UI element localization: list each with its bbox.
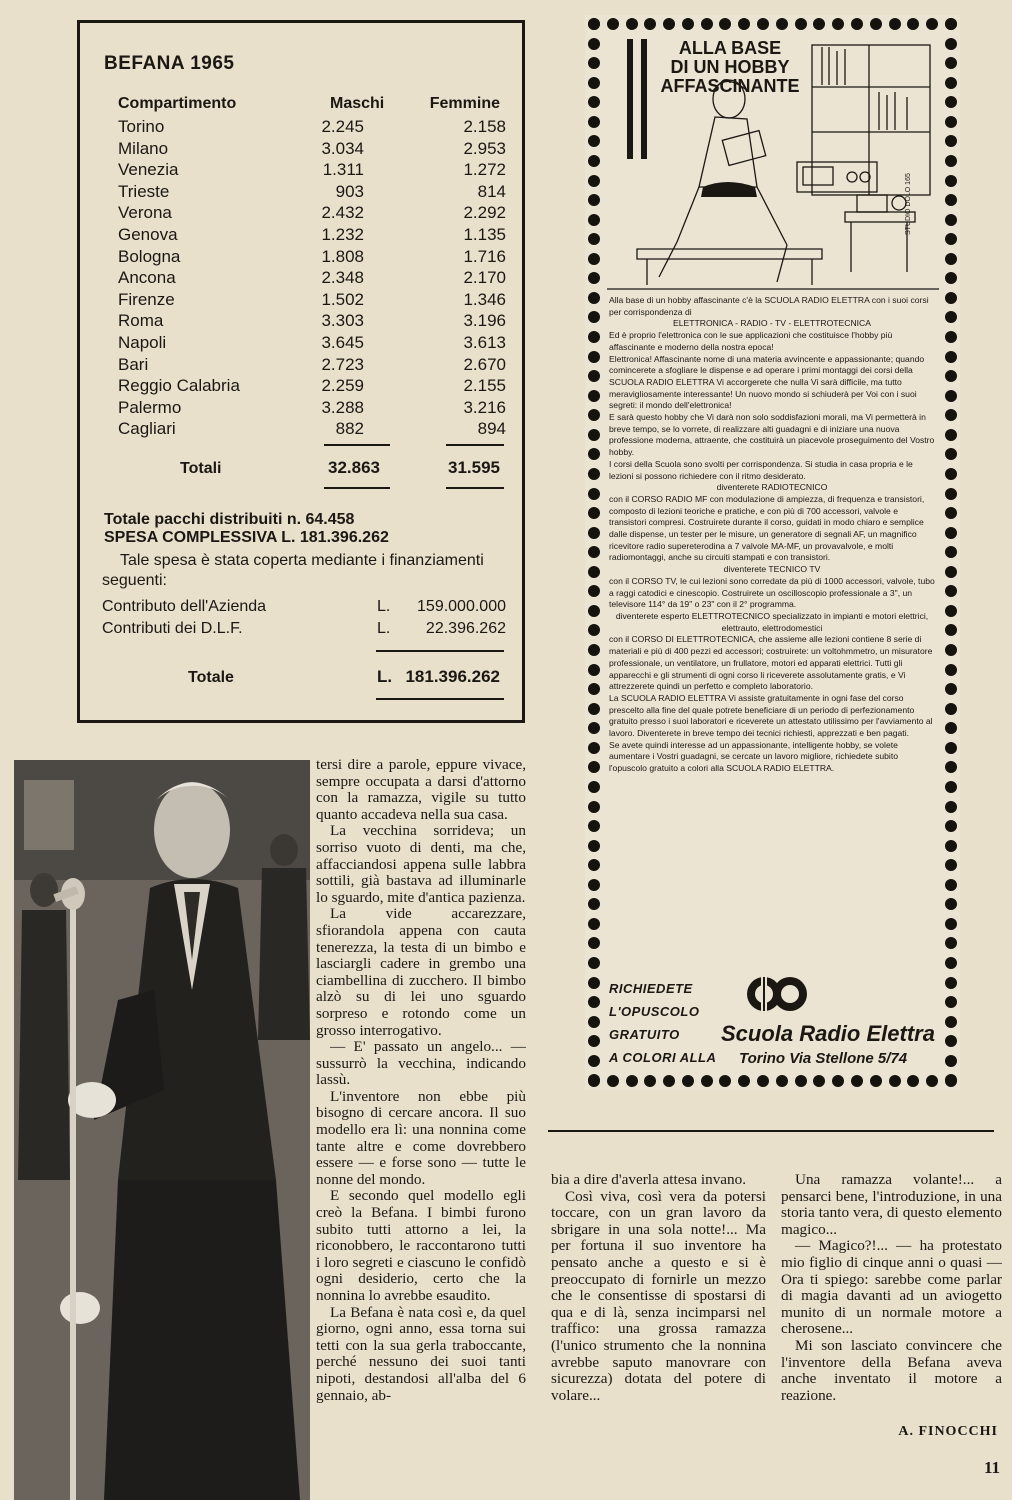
border-dot <box>588 996 600 1008</box>
cta-line: A COLORI ALLA <box>609 1050 717 1065</box>
header-males: Maschi <box>330 95 385 112</box>
border-dot <box>588 722 600 734</box>
cta-line: L'OPUSCOLO <box>609 1004 700 1019</box>
article-paragraph: tersi dire a parole, eppure vivace, sempre occupata a darsi d'attorno con la ramazza, vigile su tutto quanto accadeva nella sua casa. <box>316 756 526 823</box>
border-dot <box>945 468 957 480</box>
table-row <box>118 268 506 290</box>
border-dot <box>945 390 957 402</box>
border-dot <box>945 96 957 108</box>
compartment-name: Bari <box>118 354 149 374</box>
border-dot <box>588 351 600 363</box>
males-count: 3.303 <box>321 311 364 331</box>
ad-paragraph: Alla base di un hobby affascinante c'è la SCUOLA RADIO ELETTRA con i suoi corsi per corrispondenza di <box>609 295 929 317</box>
table-row <box>118 376 506 398</box>
border-dot <box>907 1075 919 1087</box>
article-paragraph: La vide accarezzare, sfiorandola appena con cauta tenerezza, la testa di un bimbo e lasciargli cadere in grembo una ciambellina di zucchero. Il bimbo alzò su di lei uno sguardo sorpreso e rotondo come un grosso interrogativo. <box>316 905 526 1039</box>
border-dot <box>870 1075 882 1087</box>
border-dot <box>588 468 600 480</box>
ad-paragraph: Ed è proprio l'elettronica con le sue applicazioni che costituisce l'hobby più affascinante e moderno della nostra epoca! <box>609 330 893 352</box>
border-dot <box>945 331 957 343</box>
total-spending: SPESA COMPLESSIVA L. 181.396.262 <box>104 529 389 546</box>
border-dot <box>626 1075 638 1087</box>
funding-label: Contributi dei D.L.F. <box>102 620 243 637</box>
article-paragraph: — E' passato un angelo... — sussurrò la vecchina, indicando lassù. <box>316 1038 526 1089</box>
compartment-name: Reggio Calabria <box>118 376 240 396</box>
border-dot <box>588 272 600 284</box>
border-dot <box>588 409 600 421</box>
table-row <box>118 398 506 420</box>
border-dot <box>945 155 957 167</box>
border-dot <box>663 18 675 30</box>
border-dot <box>926 18 938 30</box>
border-dot <box>795 18 807 30</box>
border-dot <box>945 546 957 558</box>
border-dot <box>588 429 600 441</box>
border-dot <box>945 879 957 891</box>
females-count: 3.216 <box>463 397 506 417</box>
border-dot <box>945 135 957 147</box>
males-count: 1.502 <box>321 289 364 309</box>
border-dot <box>945 566 957 578</box>
article-column-1 <box>316 757 526 1404</box>
border-dot <box>588 331 600 343</box>
border-dot <box>588 624 600 636</box>
headline-line: DI UN HOBBY <box>670 57 790 77</box>
studio-credit: STUDIO DOLO 165 <box>905 173 912 235</box>
ad-paragraph: I corsi della Scuola sono svolti per corrispondenza. Si studia in casa propria e le lezioni si possono richiedere con il ritmo desiderato. <box>609 458 913 481</box>
males-count: 3.645 <box>321 333 364 352</box>
border-dot <box>588 18 600 30</box>
border-dot <box>719 1075 731 1087</box>
border-dot <box>889 18 901 30</box>
article-paragraph: Una ramazza volante!... a pensarci bene, l'introduzione, in una storia tanto vera, di questo elemento magico... <box>781 1171 1002 1238</box>
border-dot <box>776 18 788 30</box>
border-dot <box>588 38 600 50</box>
border-dot <box>945 116 957 128</box>
border-dot <box>945 272 957 284</box>
border-dot <box>945 1055 957 1067</box>
border-dot <box>813 1075 825 1087</box>
border-dot <box>945 624 957 636</box>
border-dot <box>945 1016 957 1028</box>
compartment-name: Roma <box>118 311 164 331</box>
compartment-name: Bologna <box>118 246 181 266</box>
border-dot <box>945 1074 957 1086</box>
border-dot <box>945 937 957 949</box>
males-sum-rule <box>324 444 390 446</box>
border-dot <box>945 683 957 695</box>
border-dot <box>945 722 957 734</box>
males-count: 882 <box>335 419 364 439</box>
border-dot <box>588 644 600 656</box>
ad-paragraph: Se avete quindi interesse ad un appassionante, intelligente hobby, se volete aumentare i Vostri guadagni, se cercate un lavoro migliore, richiedete subito l'opuscolo gratuito a colori alla SCUOLA RADIO ELETTRA. <box>609 739 899 774</box>
border-dot <box>945 77 957 89</box>
border-dot <box>945 761 957 773</box>
border-dot <box>945 18 957 30</box>
ad-body-text <box>609 295 935 775</box>
article-column-3 <box>781 1172 1002 1404</box>
article-paragraph: Così viva, così vera da potersi toccare, con un gran lavoro da sbrigare in una sola notte!... Ma per fortuna il suo inventore ha pensato anche a questo e si è preoccupato di fornirle un mezzo che le consentisse di spostarsi di qua e di là, senza incimparsi nel traffico: una grossa ramazza (l'unico strumento che la nonnina avrebbe saputo manovrare con sicurezza) dotata del potere di volare... <box>551 1187 766 1404</box>
border-dot <box>701 1075 713 1087</box>
border-dot <box>588 918 600 930</box>
males-count: 2.348 <box>321 268 364 288</box>
article-paragraph: La Befana è nata così e, da quel giorno, ogni anno, essa torna sui tetti con la sua gerla traboccante, perché nessuno dei suoi tanti nipoti, destandosi all'alba del 6 gennaio, ab- <box>316 1303 526 1404</box>
females-sum-rule <box>446 444 504 446</box>
table-row <box>118 247 506 269</box>
final-total-amount: 181.396.262 <box>405 667 500 686</box>
border-dot <box>945 801 957 813</box>
border-dot <box>588 96 600 108</box>
table-row <box>118 419 506 441</box>
border-dot <box>945 644 957 656</box>
females-count: 1.716 <box>463 246 506 266</box>
males-total-rule <box>324 487 390 489</box>
border-dot <box>945 194 957 206</box>
table-row <box>118 311 506 333</box>
border-dot <box>588 57 600 69</box>
school-address: Torino Via Stellone 5/74 <box>739 1050 908 1067</box>
border-dot <box>588 781 600 793</box>
border-dot <box>945 429 957 441</box>
females-total-rule <box>446 487 504 489</box>
border-dot <box>588 820 600 832</box>
border-dot <box>945 507 957 519</box>
border-dot <box>588 898 600 910</box>
header-compartment: Compartimento <box>118 95 237 112</box>
females-count: 2.292 <box>463 203 506 223</box>
ad-paragraph: con il CORSO RADIO MF con modulazione di ampiezza, di frequenza e transistori, composto di lezioni teoriche e pratiche, e con più di 700 accessori, valvole e transistori compresi. Costruirete durante il corso, guidati in modo chiaro e semplice dalle dispense, un tester per le misure, un generatore di segnali AF, un magnifico ricevitore radio supereterodina a 7 valvole MA-MF, un provavalvole, e molti radiomontaggi, anche su circuiti stampati e con transistori. <box>609 493 925 563</box>
ad-subheading: diventerete TECNICO TV <box>723 564 821 575</box>
border-dot <box>588 742 600 754</box>
border-dot <box>945 448 957 460</box>
border-dot <box>588 859 600 871</box>
border-dot <box>682 1075 694 1087</box>
dot-border-left <box>585 15 603 1090</box>
funding-currency: L. <box>377 598 391 615</box>
males-count: 3.034 <box>321 138 364 158</box>
ad-paragraph: Elettronica! Affascinante nome di una materia avvincente e appassionante; quando comincerete a sfogliare le dispense e ad operare i primi montaggi dei corsi della SCUOLA RADIO ELETTRA Vi accorgerete che nulla Vi sarà difficile, ma tutto meravigliosamente interessante! Un nuovo mondo si schiuderà per Voi con i suoi segreti: il mondo dell'elettronica! <box>609 353 925 411</box>
border-dot <box>813 18 825 30</box>
border-dot <box>626 18 638 30</box>
border-dot <box>588 840 600 852</box>
border-dot <box>945 859 957 871</box>
border-dot <box>588 585 600 597</box>
females-count: 2.953 <box>463 138 506 158</box>
females-count: 3.196 <box>463 311 506 331</box>
males-count: 2.723 <box>321 354 364 374</box>
headline-line: AFFASCINANTE <box>660 76 800 96</box>
border-dot <box>945 996 957 1008</box>
article-paragraph: bia a dire d'averla attesa invano. <box>551 1171 747 1188</box>
ad-call-to-action <box>609 977 716 1069</box>
table-title: BEFANA 1965 <box>104 53 235 74</box>
border-dot <box>945 957 957 969</box>
border-dot <box>588 233 600 245</box>
border-dot <box>588 527 600 539</box>
border-dot <box>945 253 957 265</box>
funding-intro: Tale spesa è stata coperta mediante i finanziamenti seguenti: <box>102 552 484 589</box>
border-dot <box>588 194 600 206</box>
border-dot <box>607 1075 619 1087</box>
ad-subheading: diventerete RADIOTECNICO <box>716 482 828 493</box>
border-dot <box>663 1075 675 1087</box>
final-total-label: Totale <box>188 669 234 686</box>
table-row <box>118 160 506 182</box>
border-dot <box>588 292 600 304</box>
school-logo-icon <box>747 973 807 1015</box>
border-dot <box>588 135 600 147</box>
speaker-photo <box>14 760 310 1500</box>
border-dot <box>945 214 957 226</box>
border-dot <box>644 18 656 30</box>
border-dot <box>588 566 600 578</box>
article-paragraph: La vecchina sorrideva; un sorriso vuoto di denti, ma che, affacciandosi appena sulle labbra sottili, già bastava ad illuminarle lo sguardo, mite d'antica pazienza. <box>316 822 526 906</box>
border-dot <box>588 546 600 558</box>
compartment-name: Venezia <box>118 160 179 180</box>
border-dot <box>588 977 600 989</box>
border-dot <box>926 1075 938 1087</box>
ad-headline <box>645 39 815 96</box>
border-dot <box>588 116 600 128</box>
border-dot <box>889 1075 901 1087</box>
border-dot <box>588 253 600 265</box>
border-dot <box>588 448 600 460</box>
border-dot <box>945 370 957 382</box>
border-dot <box>644 1075 656 1087</box>
border-dot <box>607 18 619 30</box>
border-dot <box>945 38 957 50</box>
border-dot <box>832 18 844 30</box>
scuola-radio-elettra-ad <box>585 15 960 1090</box>
packages-distributed: Totale pacchi distribuiti n. 64.458 <box>104 511 355 528</box>
border-dot <box>588 175 600 187</box>
males-count: 1.808 <box>321 246 364 266</box>
females-count: 814 <box>477 181 506 201</box>
funding-label: Contributo dell'Azienda <box>102 598 267 615</box>
totals-males: 32.863 <box>328 458 380 477</box>
cta-line: GRATUITO <box>609 1027 680 1042</box>
border-dot <box>757 1075 769 1087</box>
border-dot <box>588 214 600 226</box>
ad-paragraph: con il CORSO DI ELETTROTECNICA, che assieme alle lezioni contiene 8 serie di materiali e più di 400 pezzi ed accessori; costruirete: un voltohmmetro, un misuratore professionale, un ventilatore, un frullatore, motori ed apparati elettrici. Tutti gli apparecchi e gli strumenti di ogni corso li riceverete assolutamente gratis, e Vi attrezzerete quindi un perfetto e completo laboratorio. <box>609 634 933 692</box>
border-dot <box>757 18 769 30</box>
border-dot <box>945 292 957 304</box>
males-count: 3.288 <box>321 397 364 417</box>
border-dot <box>945 781 957 793</box>
border-dot <box>945 898 957 910</box>
females-count: 1.346 <box>463 289 506 309</box>
border-dot <box>945 918 957 930</box>
ad-subheading: diventerete esperto ELETTROTECNICO specializzato in impianti e motori elettrici, elettrauto, elettrodomestici <box>615 610 929 633</box>
border-dot <box>588 390 600 402</box>
border-dot <box>588 703 600 715</box>
border-dot <box>851 18 863 30</box>
border-dot <box>945 820 957 832</box>
border-dot <box>795 1075 807 1087</box>
totals-females: 31.595 <box>448 458 500 477</box>
befana-statistics-table <box>77 20 525 723</box>
border-dot <box>588 507 600 519</box>
males-count: 903 <box>335 181 364 201</box>
females-count: 3.613 <box>463 333 506 352</box>
compartment-name: Palermo <box>118 397 182 417</box>
males-count: 2.259 <box>321 376 364 396</box>
dot-border-top <box>585 15 960 33</box>
article-paragraph: E secondo quel modello egli creò la Befana. I bimbi furono subito tutti attorno a lei, la riconobbero, le raccontarono tutti i loro segreti e ciascuno le confidò ogni desiderio, certo che la nonnina lo avrebbe esaudito. <box>316 1187 526 1304</box>
compartment-name: Trieste <box>118 181 170 201</box>
border-dot <box>945 585 957 597</box>
border-dot <box>738 18 750 30</box>
funding-currency: L. <box>377 620 391 637</box>
border-dot <box>945 233 957 245</box>
border-dot <box>588 1055 600 1067</box>
males-count: 1.232 <box>321 225 364 244</box>
border-dot <box>588 664 600 676</box>
dot-border-right <box>942 15 960 1090</box>
border-dot <box>588 370 600 382</box>
border-dot <box>907 18 919 30</box>
females-count: 1.135 <box>463 225 506 244</box>
border-dot <box>588 957 600 969</box>
border-dot <box>588 801 600 813</box>
border-dot <box>588 605 600 617</box>
border-dot <box>682 18 694 30</box>
border-dot <box>588 77 600 89</box>
compartment-name: Cagliari <box>118 419 176 439</box>
funding-amount: 22.396.262 <box>425 620 506 637</box>
table-row <box>118 117 506 139</box>
funding-sum-rule <box>376 650 504 652</box>
compartment-name: Milano <box>118 138 169 158</box>
final-total-rule <box>376 698 504 700</box>
border-dot <box>588 1074 600 1086</box>
header-females: Femmine <box>429 95 500 112</box>
border-dot <box>588 683 600 695</box>
table-row <box>118 225 506 247</box>
border-dot <box>945 57 957 69</box>
border-dot <box>945 605 957 617</box>
ad-paragraph: La SCUOLA RADIO ELETTRA Vi assiste gratuitamente in ogni fase del corso prescelto alla fine del quale potrete beneficiare di un periodo di perfezionamento gratuito presso i suoi laboratori e riceverete un attestato utilissimo per l'avviamento al lavoro. Diventerete in breve tempo dei tecnici richiesti, apprezzati e ben pagati. <box>609 692 933 739</box>
table-row <box>118 139 506 161</box>
page-number: 11 <box>983 1458 1000 1477</box>
table-row <box>118 290 506 312</box>
cta-line: RICHIEDETE <box>609 981 693 996</box>
border-dot <box>851 1075 863 1087</box>
males-count: 2.245 <box>321 117 364 136</box>
females-count: 2.170 <box>463 268 506 288</box>
table-row <box>118 355 506 377</box>
border-dot <box>945 488 957 500</box>
border-dot <box>701 18 713 30</box>
border-dot <box>945 409 957 421</box>
totals-label: Totali <box>180 460 222 477</box>
females-count: 2.670 <box>463 354 506 374</box>
table-row <box>118 182 506 204</box>
article-author: A. FINOCCHI <box>898 1424 998 1439</box>
border-dot <box>776 1075 788 1087</box>
border-dot <box>945 351 957 363</box>
males-count: 2.432 <box>321 203 364 223</box>
compartment-name: Genova <box>118 225 178 244</box>
border-dot <box>945 977 957 989</box>
border-dot <box>832 1075 844 1087</box>
border-dot <box>738 1075 750 1087</box>
table-row <box>118 333 506 355</box>
border-dot <box>588 311 600 323</box>
compartment-name: Firenze <box>118 289 175 309</box>
border-dot <box>588 1016 600 1028</box>
final-total-currency: L. <box>377 667 393 686</box>
border-dot <box>588 937 600 949</box>
border-dot <box>945 311 957 323</box>
females-count: 894 <box>477 419 506 439</box>
border-dot <box>945 664 957 676</box>
border-dot <box>588 1035 600 1047</box>
females-count: 2.155 <box>463 376 506 396</box>
border-dot <box>719 18 731 30</box>
ad-course-list: ELETTRONICA - RADIO - TV - ELETTROTECNICA <box>673 318 871 329</box>
border-dot <box>945 1035 957 1047</box>
school-brand-name: Scuola Radio Elettra <box>721 1021 935 1046</box>
funding-amount: 159.000.000 <box>417 598 506 615</box>
headline-line: ALLA BASE <box>678 38 782 58</box>
border-dot <box>588 488 600 500</box>
border-dot <box>870 18 882 30</box>
border-dot <box>945 840 957 852</box>
males-count: 1.311 <box>322 160 364 180</box>
females-count: 2.158 <box>463 117 506 136</box>
border-dot <box>588 879 600 891</box>
border-dot <box>945 742 957 754</box>
border-dot <box>945 527 957 539</box>
table-row <box>118 203 506 225</box>
ad-paragraph: con il CORSO TV, le cui lezioni sono corredate da più di 1000 accessori, valvole, tubo a raggi catodici e cinescopio. Costruirete un oscilloscopio professionale a 3", un televisore 114° da 19" o 23" con il 2° programma. <box>609 575 935 610</box>
ad-paragraph: E sarà questo hobby che Vi darà non solo soddisfazioni morali, ma Vi permetterà in breve tempo, se lo vorrete, di realizzare alti guadagni e di iniziare una nuova professione moderna, attraente, che costituirà un piacevole proseguimento del Vostro hobby. <box>609 412 935 458</box>
article-paragraph: L'inventore non ebbe più bisogno di cercare ancora. Il suo modello era lì: una nonnina come tante altre e come dovrebbero essere — e forse sono — tutte le nonne del mondo. <box>316 1087 526 1188</box>
compartment-name: Verona <box>118 203 172 223</box>
dot-border-bottom <box>585 1072 960 1090</box>
border-dot <box>588 155 600 167</box>
border-dot <box>945 703 957 715</box>
column-divider-rule <box>548 1130 994 1132</box>
border-dot <box>588 761 600 773</box>
compartment-name: Ancona <box>118 268 176 288</box>
border-dot <box>945 175 957 187</box>
article-paragraph: Mi son lasciato convincere che l'inventore della Befana aveva anche inventato il motore a reazione. <box>781 1336 1002 1404</box>
compartment-name: Torino <box>118 117 165 136</box>
article-paragraph: — Magico?!... — ha protestato mio figlio di cinque anni o quasi — Ora ti spiego: sarebbe come parlar di magia davanti ad un aviogetto munito di un normale motore a cherosene... <box>781 1237 1002 1338</box>
females-count: 1.272 <box>463 160 506 180</box>
article-column-2 <box>551 1172 766 1404</box>
compartment-name: Napoli <box>118 333 167 352</box>
